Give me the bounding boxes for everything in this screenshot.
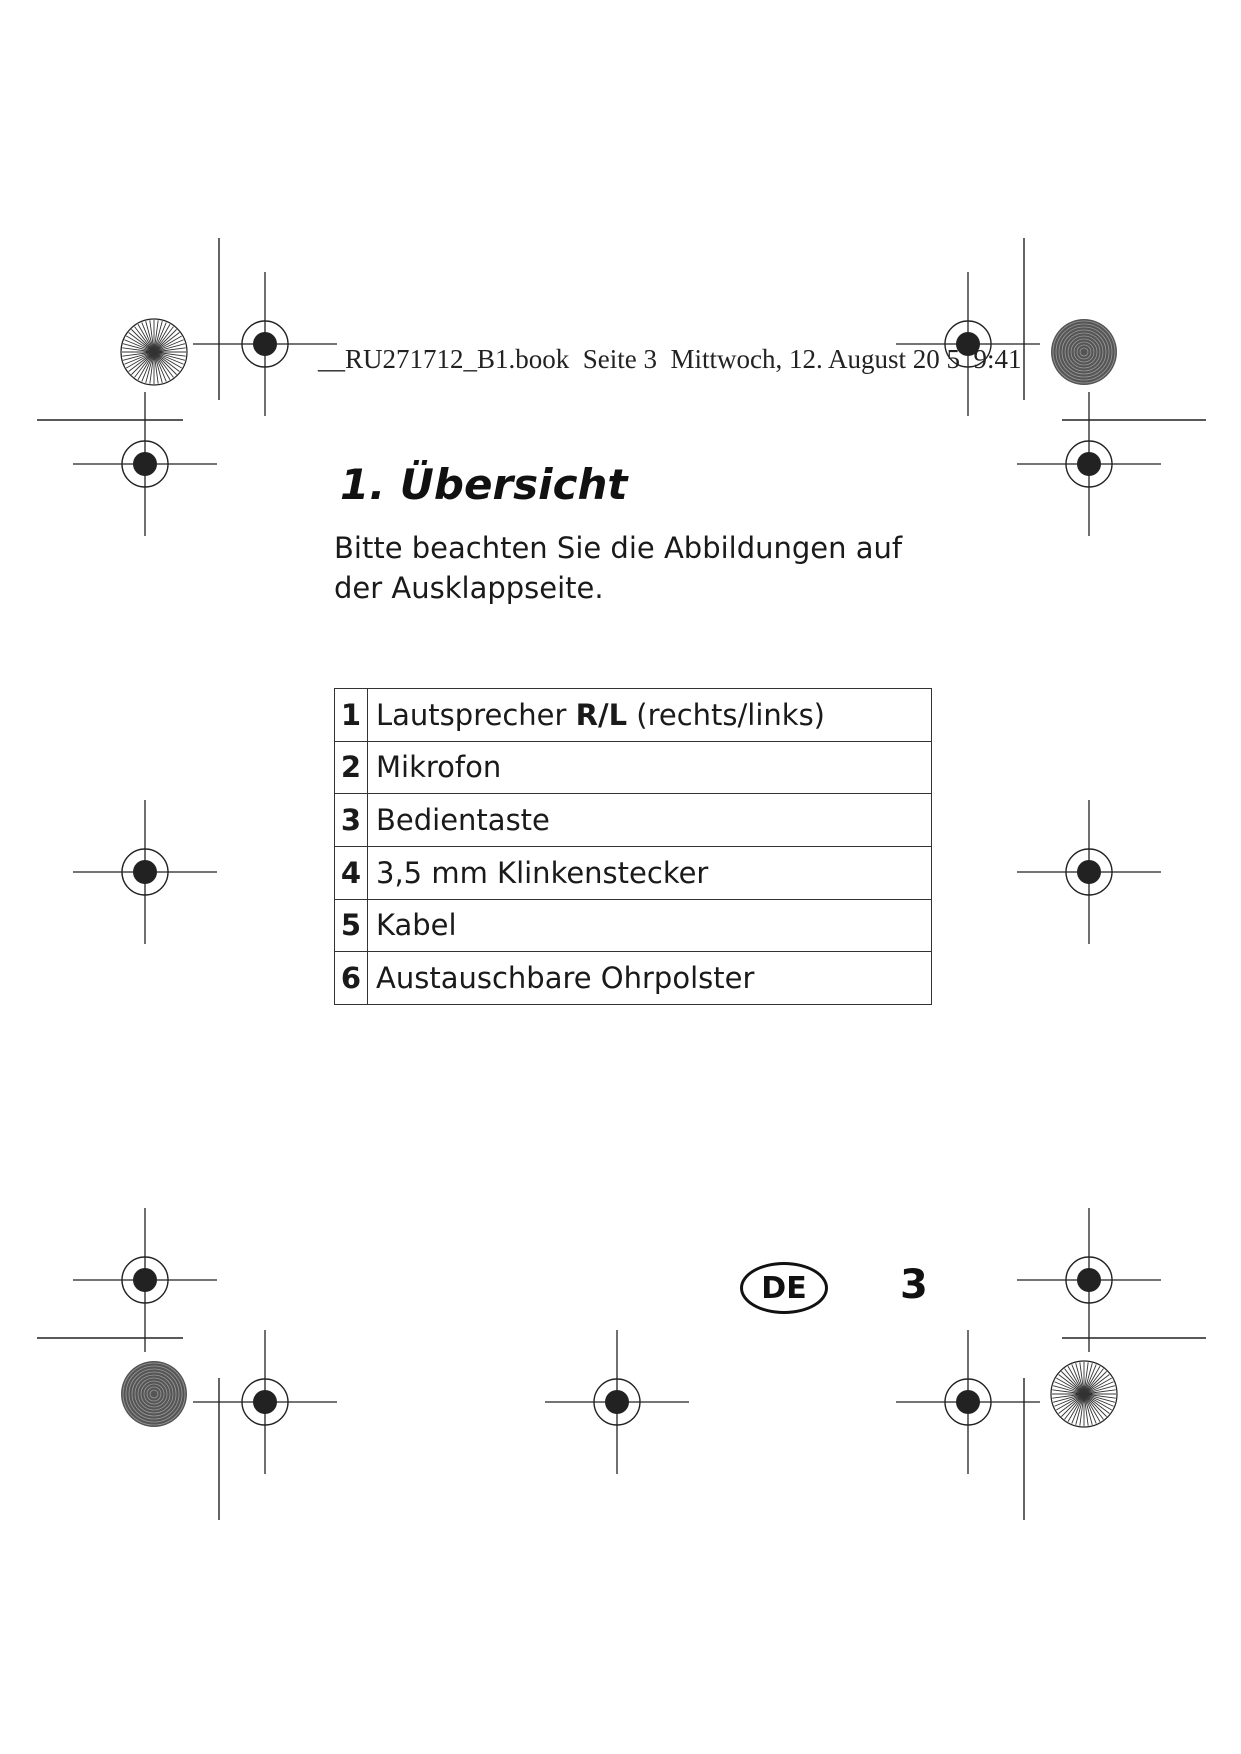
concentric-target-icon [1051,319,1117,385]
part-label [368,741,932,794]
part-label [368,899,932,952]
part-label-text: Lautsprecher [376,697,576,732]
part-number: 1 [335,689,368,742]
part-label-text: 3,5 mm Klinkenstecker [376,855,709,890]
part-number: 6 [335,952,368,1005]
table-row [335,689,932,742]
star-target-icon [1051,1361,1117,1427]
part-label [368,794,932,847]
part-label [368,952,932,1005]
part-number: 3 [335,794,368,847]
part-label-bold: R/L [575,697,628,732]
registration-mark-icon [1017,800,1161,944]
registration-mark-icon [193,1330,337,1474]
table-row [335,899,932,952]
part-number: 4 [335,846,368,899]
registration-mark-icon [73,1208,217,1352]
print-slug-line: __RU271712_B1.book Seite 3 Mittwoch, 12. August 20 5 9:41 [318,344,1022,374]
part-label-suffix: (rechts/links) [627,697,825,732]
part-label-text: Austauschbare Ohrpolster [376,961,755,996]
table-row [335,952,932,1005]
registration-mark-icon [1017,392,1161,536]
part-label-text: Kabel [376,908,457,943]
page-number: 3 [900,1262,928,1308]
part-label [368,689,932,742]
section-title: 1. Übersicht [340,460,628,509]
part-label [368,846,932,899]
intro-text: Bitte beachten Sie die Abbildungen auf der Ausklappseite. [334,531,903,605]
registration-mark-icon [896,1330,1040,1474]
table-row [335,846,932,899]
language-badge: DE [740,1262,828,1314]
table-row [335,741,932,794]
part-label-text: Bedientaste [376,803,550,838]
registration-mark-icon [1017,1208,1161,1352]
concentric-target-icon [121,1361,187,1427]
part-label-text: Mikrofon [376,750,502,785]
part-number: 5 [335,899,368,952]
part-number: 2 [335,741,368,794]
star-target-icon [121,319,187,385]
parts-table [334,688,932,1005]
table-row [335,794,932,847]
registration-mark-icon [545,1330,689,1474]
registration-mark-icon [73,392,217,536]
registration-mark-icon [193,272,337,416]
registration-mark-icon [73,800,217,944]
